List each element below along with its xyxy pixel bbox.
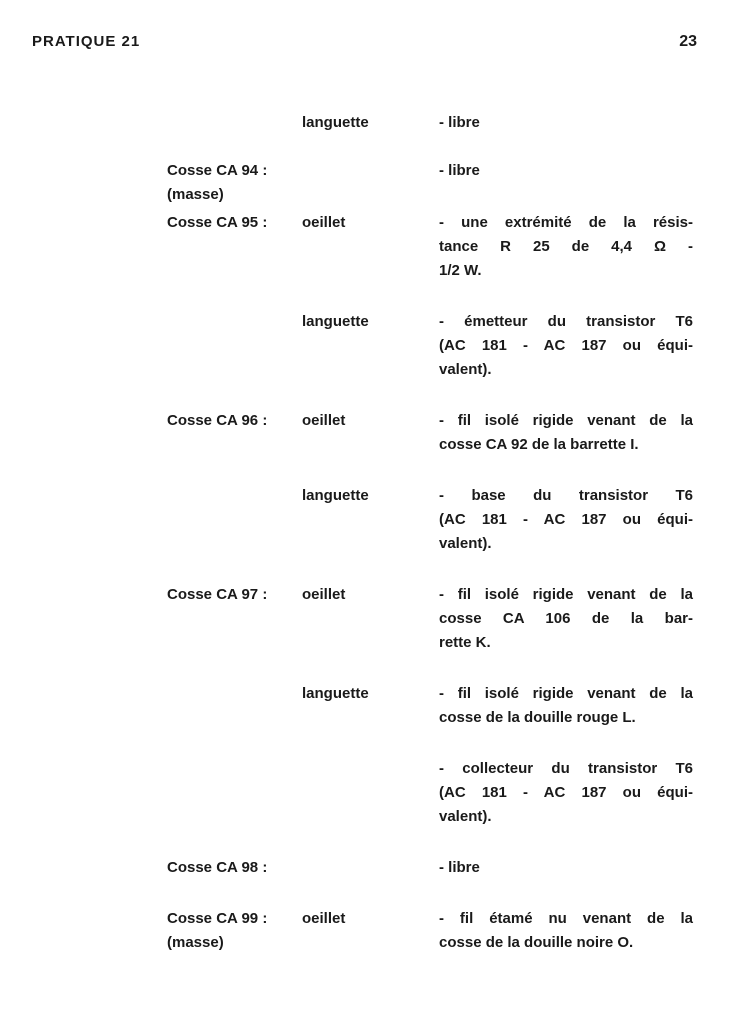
terminal-line: Cosse CA 98 :: [167, 859, 268, 876]
connection-description: [439, 757, 693, 829]
description-line: cosse de la douille rouge L.: [439, 709, 636, 726]
description-line: (AC 181 - AC 187 ou équi-: [439, 511, 693, 528]
description-line: valent).: [439, 535, 492, 552]
description-line: - libre: [439, 859, 480, 876]
description-line: cosse de la douille noire O.: [439, 934, 634, 951]
connection-part: languette: [302, 487, 369, 504]
wiring-entry: [0, 310, 755, 382]
terminal-line: Cosse CA 97 :: [167, 586, 268, 603]
wiring-entry: [0, 682, 755, 730]
description-line: valent).: [439, 808, 492, 825]
page-header: [32, 33, 697, 53]
terminal-label: [167, 907, 302, 955]
connection-part: oeillet: [302, 910, 346, 927]
wiring-entry: [0, 583, 755, 655]
description-line: - fil isolé rigide venant de la: [439, 412, 693, 429]
wiring-entry: [0, 159, 755, 203]
connection-description: [439, 484, 693, 556]
terminal-label: [167, 211, 302, 235]
connection-part: oeillet: [302, 586, 346, 603]
wiring-entry: [0, 111, 755, 135]
terminal-line: (masse): [167, 186, 224, 203]
terminal-line: Cosse CA 99 :: [167, 910, 268, 927]
connection-part: languette: [302, 313, 369, 330]
connection-part: oeillet: [302, 412, 346, 429]
connection-description: [439, 111, 693, 135]
description-line: - libre: [439, 162, 480, 179]
terminal-line: (masse): [167, 934, 224, 951]
description-line: - fil étamé nu venant de la: [439, 910, 693, 927]
terminal-line: Cosse CA 95 :: [167, 214, 268, 231]
connection-part: languette: [302, 685, 369, 702]
terminal-wiring-list: [0, 111, 755, 955]
terminal-line: Cosse CA 96 :: [167, 412, 268, 429]
description-line: cosse CA 92 de la barrette I.: [439, 436, 639, 453]
wiring-entry: [0, 907, 755, 955]
description-line: (AC 181 - AC 187 ou équi-: [439, 337, 693, 354]
running-title: PRATIQUE 21: [32, 33, 141, 50]
connection-description: [439, 211, 693, 283]
connection-description: [439, 159, 693, 183]
connection-part: oeillet: [302, 214, 346, 231]
description-line: - fil isolé rigide venant de la: [439, 685, 693, 702]
connection-description: [439, 409, 693, 457]
wiring-entry: [0, 856, 755, 880]
terminal-label: [167, 856, 302, 880]
description-line: rette K.: [439, 634, 491, 651]
wiring-entry: [0, 211, 755, 283]
wiring-entry: [0, 409, 755, 457]
description-line: tance R 25 de 4,4 Ω -: [439, 238, 693, 255]
terminal-label: [167, 159, 302, 207]
connection-description: [439, 583, 693, 655]
description-line: - libre: [439, 114, 480, 131]
connection-description: [439, 310, 693, 382]
description-line: valent).: [439, 361, 492, 378]
description-line: - collecteur du transistor T6: [439, 760, 693, 777]
wiring-entry: [0, 757, 755, 829]
description-line: - fil isolé rigide venant de la: [439, 586, 693, 603]
description-line: (AC 181 - AC 187 ou équi-: [439, 784, 693, 801]
description-line: - base du transistor T6: [439, 487, 693, 504]
terminal-label: [167, 409, 302, 433]
description-line: - émetteur du transistor T6: [439, 313, 693, 330]
connection-part: languette: [302, 114, 369, 131]
description-line: 1/2 W.: [439, 262, 482, 279]
connection-description: [439, 856, 693, 880]
connection-description: [439, 907, 693, 955]
terminal-label: [167, 583, 302, 607]
description-line: cosse CA 106 de la bar-: [439, 610, 693, 627]
description-line: - une extrémité de la résis-: [439, 214, 693, 231]
connection-description: [439, 682, 693, 730]
page-number: 23: [679, 33, 697, 50]
terminal-line: Cosse CA 94 :: [167, 162, 268, 179]
wiring-entry: [0, 484, 755, 556]
